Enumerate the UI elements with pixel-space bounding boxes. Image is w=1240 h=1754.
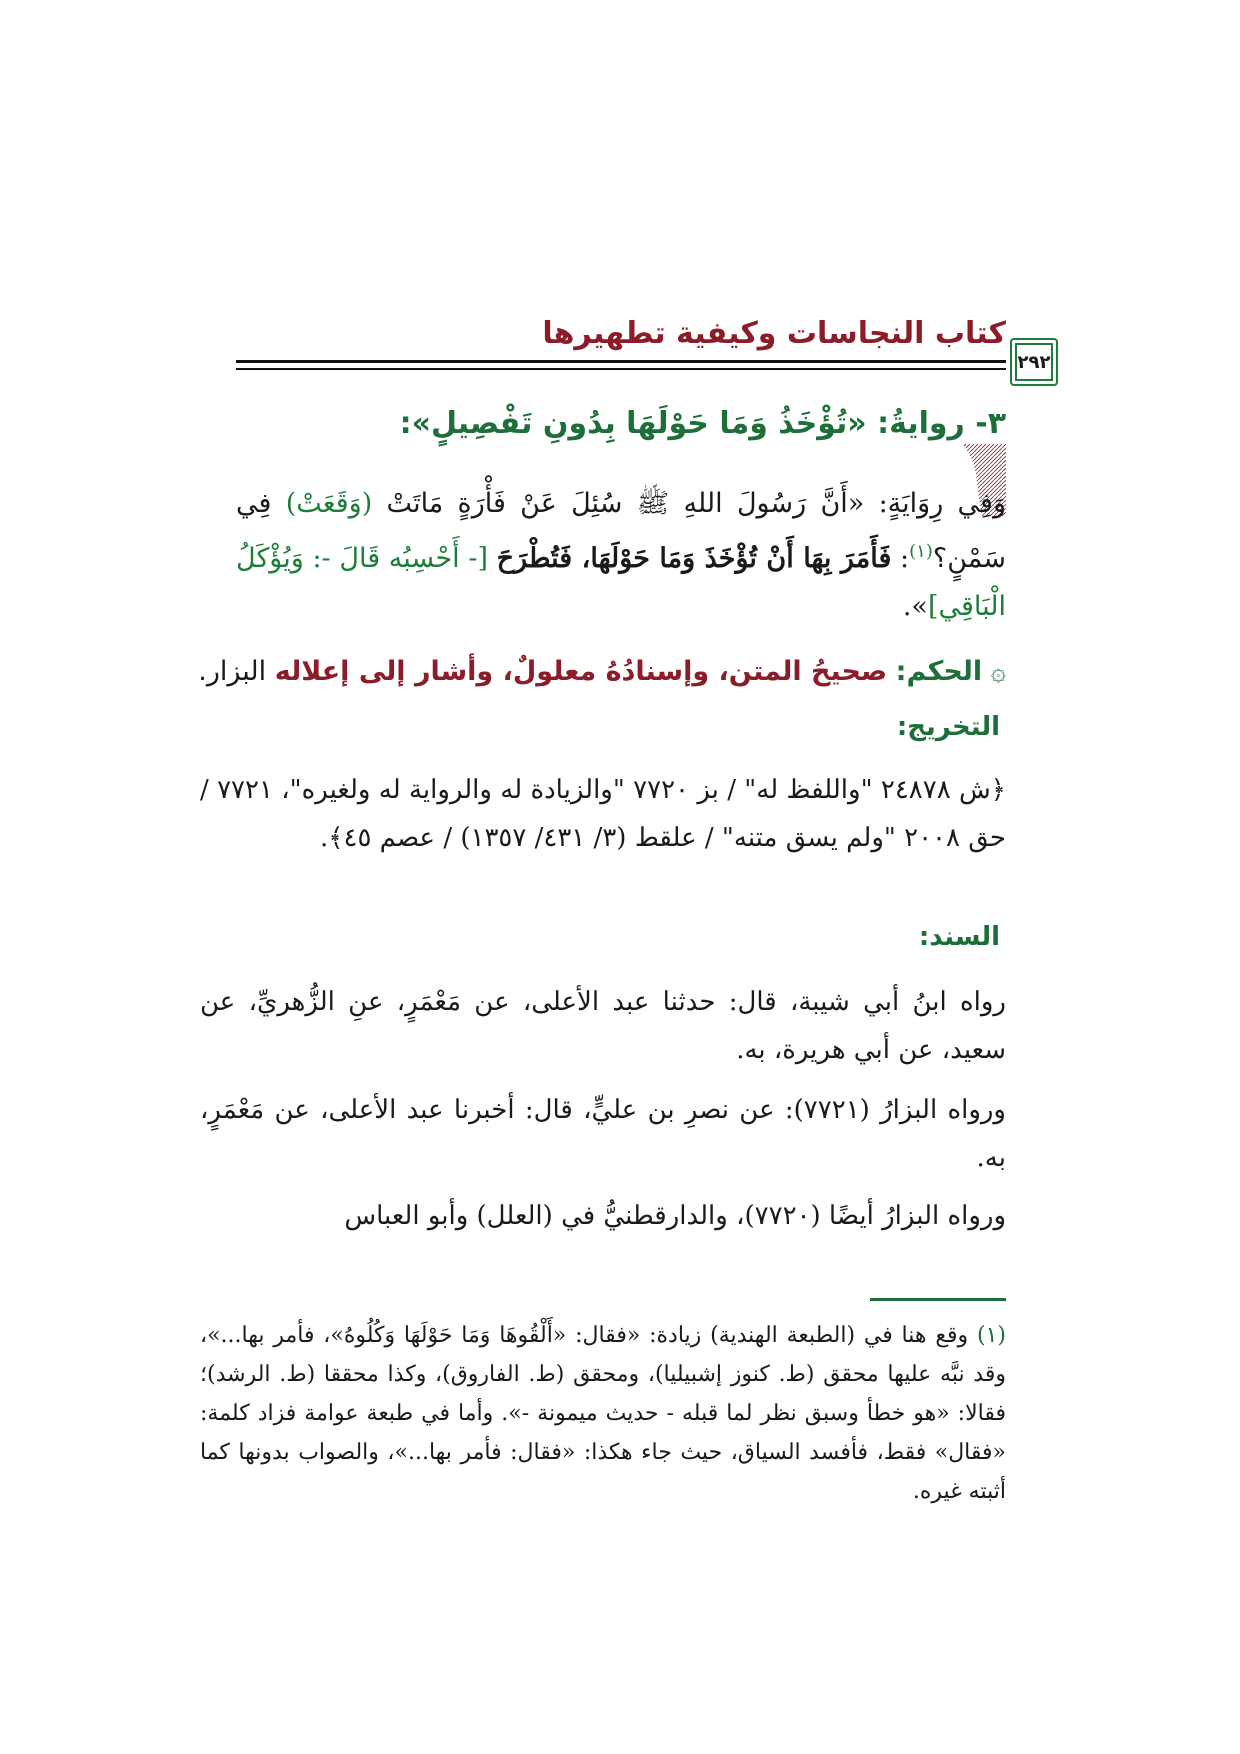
quote-text: فِي سَمْنٍ؟ — [236, 488, 1006, 574]
footnote-marker[interactable]: (١) — [909, 541, 933, 562]
page-number-badge: ٢٩٢ — [1010, 338, 1058, 386]
section-heading: ٣- روايةُ: «تُؤْخَذُ وَمَا حَوْلَهَا بِدُونِ تَفْصِيلٍ»: — [399, 406, 1006, 441]
footnote-number: (١) — [976, 1323, 1006, 1348]
header-rule — [236, 360, 1006, 363]
header-rule — [986, 360, 1006, 363]
header-rule — [986, 368, 1006, 370]
quote-text: : — [891, 543, 910, 574]
takhrij-text: ﴿ش ٢٤٨٧٨ "واللفظ له" / بز ٧٧٢٠ "والزيادة له والرواية له ولغيره"، ٧٧٢١ / حق ٢٠٠٨ "ولم يسق متنه" / علقط (٣/ ٤٣١/ ١٣٥٧) / عصم ٤٥﴾. — [200, 775, 1006, 853]
quote-addition: [- أَحْسِبُه قَالَ -: وَيُؤْكَلُ الْبَاقِي] — [236, 543, 1006, 622]
ruling-line — [198, 656, 1006, 687]
footnote-text: وقع هنا في (الطبعة الهندية) زيادة: «فقال: «أَلْقُوهَا وَمَا حَوْلَهَا وَكُلُوهُ»، فأمر بها...»، وقد نبَّه عليها محقق (ط. كنوز إشبيليا)، ومحقق (ط. الفاروق)، وكذا محققا (ط. الرشد)؛ فقالا: «هو خطأ وسبق نظر لما قبله - حديث ميمونة -». وأما في طبعة عوامة فزاد كلمة: «فقال» فقط، فأفسد السياق، حيث جاء هكذا: «فقال: فأمر بها...»، والصواب بدونها كما أثبته غيره. — [200, 1323, 1006, 1504]
sanad-paragraph-3: ورواه البزارُ أيضًا (٧٧٢٠)، والدارقطنيُّ في (العلل) وأبو العباس — [344, 1201, 1006, 1231]
running-header-title: كتاب النجاسات وكيفية تطهيرها — [542, 316, 1006, 351]
sanad-paragraph-2: ورواه البزارُ (٧٧٢١): عن نصرِ بن عليٍّ، قال: أخبرنا عبد الأعلى، عن مَعْمَرٍ، به. — [200, 1095, 1006, 1173]
quote-text: وَفِي رِوَايَةٍ: «أَنَّ رَسُولَ اللهِ ﷺ سُئِلَ عَنْ فَأْرَةٍ مَاتَتْ — [372, 488, 1006, 519]
hadith-quote — [236, 480, 1006, 631]
quote-variant: (وَقَعَتْ) — [285, 488, 373, 519]
ruling-label: الحكم: — [895, 656, 983, 687]
ruling-verdict: صحيحُ المتن، وإسنادُهُ معلولٌ، وأشار إلى إعلاله — [274, 656, 888, 687]
flower-icon: ۞ — [990, 657, 1006, 687]
sanad-paragraph-1: رواه ابنُ أبي شيبة، قال: حدثنا عبد الأعلى، عن مَعْمَرٍ، عنِ الزُّهريِّ، عن سعيد، عن أبي هريرة، به. — [200, 987, 1006, 1065]
footnote-separator — [870, 1298, 1006, 1301]
footnote — [200, 1316, 1006, 1511]
ruling-rest: البزار. — [198, 656, 275, 687]
sanad-heading: السند: — [918, 922, 1000, 952]
quote-bold-text: فَأَمَرَ بِهَا أَنْ تُؤْخَذَ وَمَا حَوْلَهَا، فَتُطْرَحَ — [496, 543, 892, 574]
header-rule — [236, 368, 1006, 370]
takhrij-heading: التخريج: — [896, 712, 1000, 742]
quote-end: ». — [902, 591, 928, 622]
